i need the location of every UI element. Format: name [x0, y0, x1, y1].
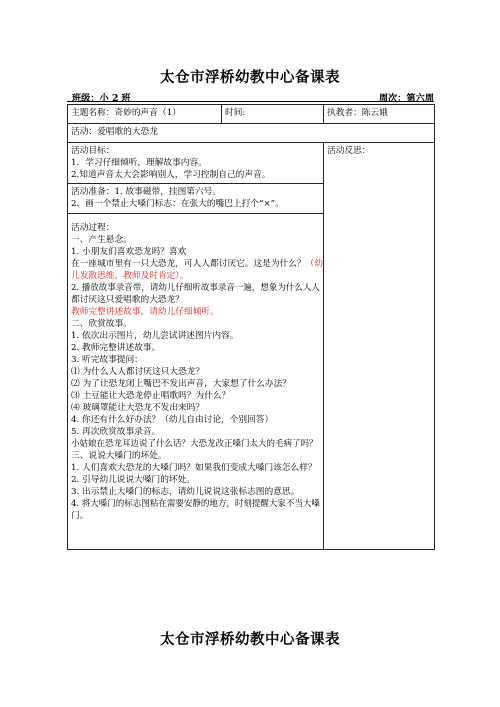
process-line: 2. 播放故事录音带，请幼儿仔细听故事录音一遍，想象为什么人人 — [71, 283, 320, 293]
goals-cell — [68, 143, 324, 184]
process-heading: 活动过程： — [71, 223, 115, 233]
process-line-text: 在一座城市里有一只大恐龙，可人人都讨厌它。这是为什么？ — [71, 259, 306, 269]
class-label: 班级：小 2 班 — [72, 93, 131, 104]
goal-item: 2.知道声音太大会影响别人，学习控制自己的声音。 — [71, 170, 271, 180]
prep-item: 活动准备：1. 故事磁带，挂图第六号。 — [71, 187, 222, 197]
process-line: 3. 听完故事提问： — [71, 355, 143, 365]
question-line: ⑵ 为了让恐龙闭上嘴巴不发出声音，大家想了什么办法？ — [71, 379, 291, 389]
week-label: 周次：第六周 — [378, 93, 434, 104]
activity-name: 活动：爱唱歌的大恐龙 — [71, 127, 158, 137]
section-title: 三、说说大嗓门的坏处。 — [71, 451, 167, 461]
meta-divider — [67, 101, 434, 102]
process-line-highlight: 儿发散思维，教师及时肯定）。 — [71, 271, 189, 281]
goals-heading: 活动目标： — [71, 146, 115, 156]
lesson-plan-table — [67, 104, 435, 550]
theme-text: 主题名称：奇妙的声音（1） — [71, 108, 181, 118]
process-line: 3. 出示禁止大嗓门的标志，请幼儿说说这张标志图的意思。 — [71, 487, 300, 497]
process-line: 4. 将大嗓门的标志图粘在需要安静的地方，时刻提醒大家不当大嗓 — [71, 499, 320, 509]
activity-cell — [68, 124, 435, 143]
process-line: 小姑娘在恐龙耳边说了什么话？大恐龙改正嗓门太大的毛病了吗？ — [71, 439, 318, 449]
process-line: 5. 再次欣赏故事录音。 — [71, 427, 161, 437]
question-line: ⑴ 为什么人人都讨厌这只大恐龙？ — [71, 367, 205, 377]
section-title: 一、产生悬念。 — [71, 235, 132, 245]
process-line: 都讨厌这只爱唱歌的大恐龙？ — [71, 295, 184, 305]
process-line: 2. 引导幼儿说说大嗓门的坏处。 — [71, 475, 195, 485]
theme-cell — [68, 105, 222, 124]
process-line: 2. 教师完整讲述故事。 — [71, 343, 161, 353]
process-cell — [68, 214, 324, 550]
reflection-cell — [324, 143, 435, 550]
time-cell — [222, 105, 324, 124]
time-label: 时间: — [225, 108, 246, 118]
process-line: 1. 小朋友们喜欢恐龙吗？喜欢 — [71, 247, 187, 257]
process-line: 4. 你还有什么好办法？（幼儿自由讨论，个别回答） — [71, 415, 274, 425]
goal-item: 1．学习仔细倾听，理解故事内容。 — [71, 158, 207, 168]
page-title-repeat: 太仓市浮桥幼教中心备课表 — [160, 632, 340, 648]
page-title: 太仓市浮桥幼教中心备课表 — [160, 70, 340, 86]
prep-cell — [68, 184, 324, 214]
process-line: 1. 依次出示图片，幼儿尝试讲述图片内容。 — [71, 331, 239, 341]
goals-row — [68, 143, 435, 184]
reflection-label: 活动反思： — [327, 146, 371, 156]
process-line: 1. 人们喜欢大恐龙的大嗓门吗？如果我们变成大嗓门该怎么样？ — [71, 463, 317, 473]
teacher-cell — [324, 105, 435, 124]
section-title: 二、欣赏故事。 — [71, 319, 132, 329]
header-row — [68, 105, 435, 124]
process-line: 门。 — [71, 511, 89, 521]
process-line-highlight: 教师完整讲述故事，请幼儿仔细倾听。 — [71, 307, 219, 317]
prep-item: 2．画一个禁止大嗓门标志：在张大的嘴巴上打个“×”。 — [71, 199, 284, 209]
process-line-highlight: （幼 — [305, 259, 323, 269]
question-line: ⑶ 土豆能让大恐龙停止唱歌吗？为什么？ — [71, 391, 231, 401]
teacher-text: 执教者：陈云娥 — [327, 108, 388, 118]
question-line: ⑷ 玻璃罩能让大恐龙不发出来吗？ — [71, 403, 205, 413]
process-line — [71, 258, 323, 270]
activity-row — [68, 124, 435, 143]
